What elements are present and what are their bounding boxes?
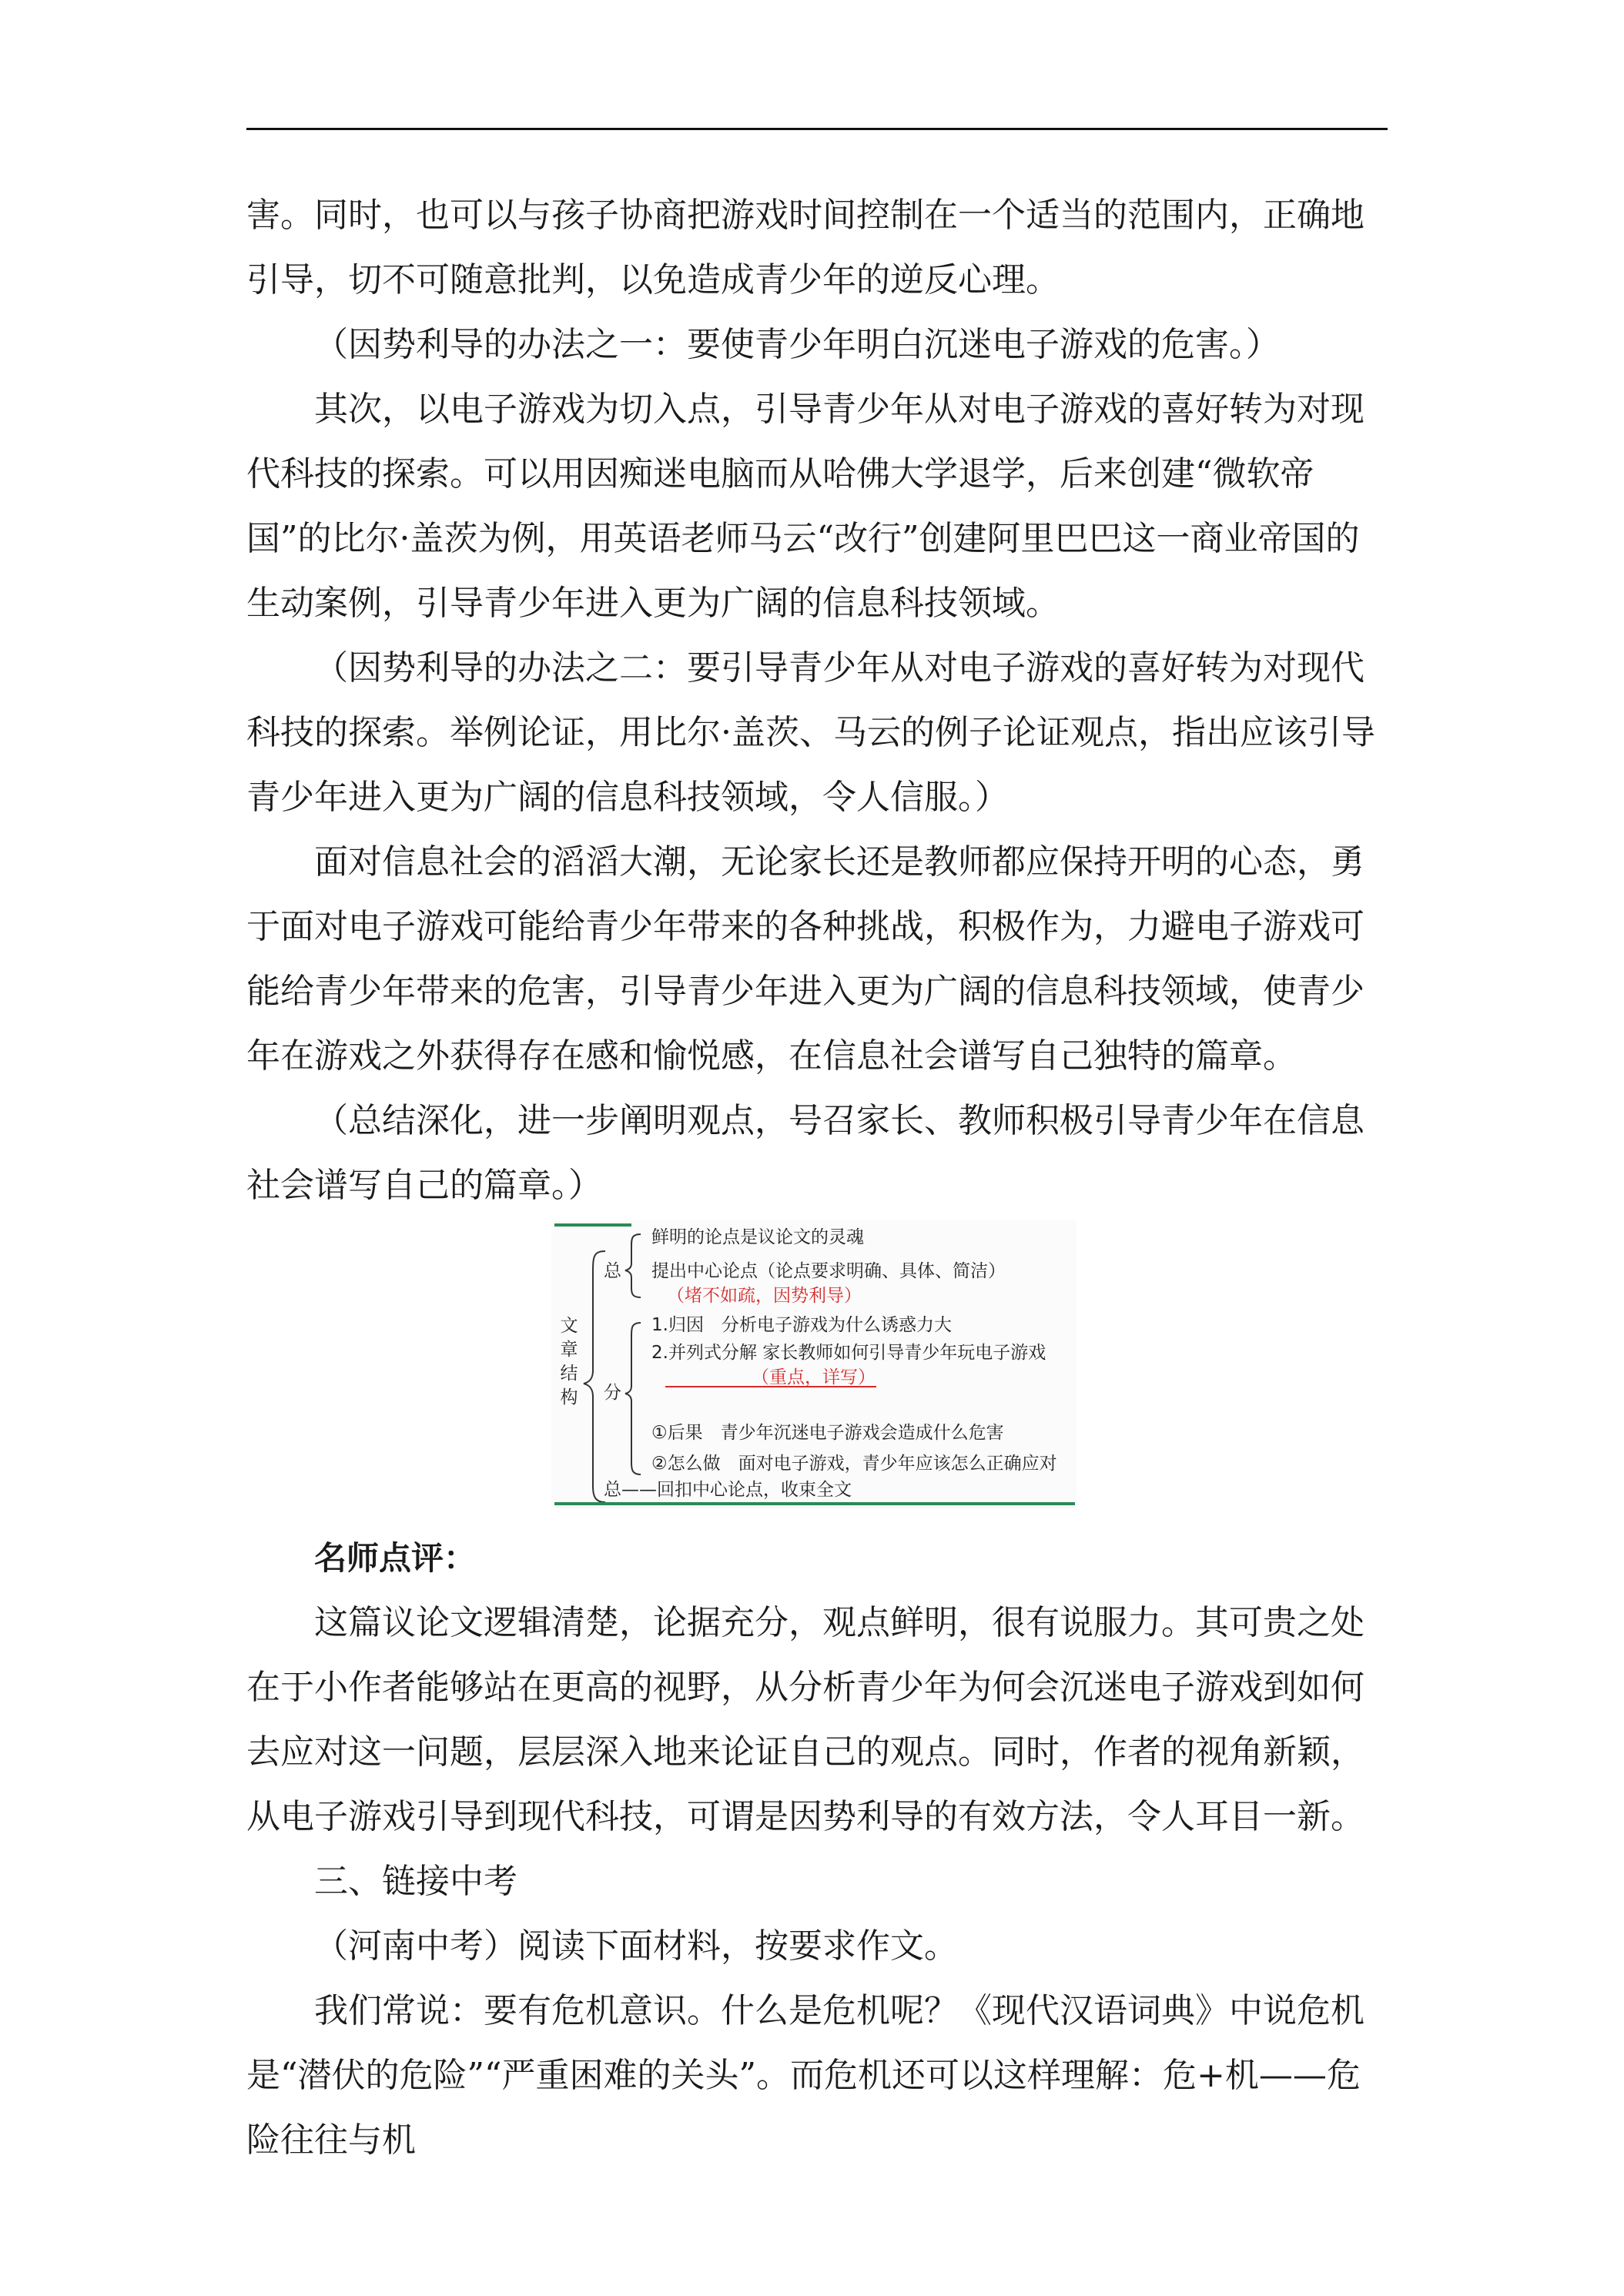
header-rule <box>246 128 1388 130</box>
diagram-bottom-line <box>554 1502 1075 1505</box>
paragraph-1: 害。同时，也可以与孩子协商把游戏时间控制在一个适当的范围内，正确地引导，切不可随意批判，以免造成青少年的逆反心理。 <box>246 196 1364 300</box>
paragraph-6: （总结深化，进一步阐明观点，号召家长、教师积极引导青少年在信息社会谱写自己的篇章。） <box>246 1101 1364 1205</box>
paragraph-3: 其次，以电子游戏为切入点，引导青少年从对电子游戏的喜好转为对现代科技的探索。可以用因痴迷电脑而从哈佛大学退学，后来创建“微软帝国”的比尔·盖茨为例，用英语老师马云“改行”创建阿里巴巴这一商业帝国的生动案例，引导青少年进入更为广阔的信息科技领域。 <box>246 390 1364 623</box>
structure-diagram <box>551 1220 1077 1509</box>
diagram-fen-sub-2: ②怎么做 面对电子游戏，青少年应该怎么正确应对 <box>651 1454 1057 1474</box>
section-heading: 三、链接中考 <box>314 1862 517 1901</box>
diagram-zong-note: （堵不如疏，因势利导） <box>667 1286 862 1306</box>
diagram-fen-note: （重点，详写） <box>752 1367 876 1387</box>
paragraph-5: 面对信息社会的滔滔大潮，无论家长还是教师都应保持开明的心态，勇于面对电子游戏可能给青少年带来的各种挑战，积极作为，力避电子游戏可能给青少年带来的危害，引导青少年进入更为广阔的信息科技领域，使青少年在游戏之外获得存在感和愉悦感，在信息社会谱写自己独特的篇章。 <box>246 842 1364 1076</box>
paragraph-2: （因势利导的办法之一：要使青少年明白沉迷电子游戏的危害。） <box>314 325 1280 364</box>
diagram-root-label: 文章结构 <box>560 1316 578 1407</box>
diagram-zong-item-2: 提出中心论点（论点要求明确、具体、简洁） <box>651 1261 1006 1281</box>
diagram-zong-item-1: 鲜明的论点是议论文的灵魂 <box>651 1227 864 1247</box>
exam-intro: （河南中考）阅读下面材料，按要求作文。 <box>314 1926 958 1966</box>
exam-text: 我们常说：要有危机意识。什么是危机呢？《现代汉语词典》中说危机是“潜伏的危险”“严重困难的关头”。而危机还可以这样理解：危+机——危险往往与机 <box>246 1991 1364 2160</box>
diagram-fen-item-1: 1.归因 分析电子游戏为什么诱惑力大 <box>651 1315 952 1335</box>
diagram-zong-end: 总——回扣中心论点，收束全文 <box>604 1480 852 1500</box>
paragraph-4: （因势利导的办法之二：要引导青少年从对电子游戏的喜好转为对现代科技的探索。举例论证，用比尔·盖茨、马云的例子论证观点，指出应该引导青少年进入更为广阔的信息科技领域，令人信服。） <box>246 648 1375 817</box>
diagram-fen-sub-1: ①后果 青少年沉迷电子游戏会造成什么危害 <box>651 1423 1004 1443</box>
diagram-zong-label: 总 <box>604 1261 621 1281</box>
diagram-fen-label: 分 <box>604 1383 621 1403</box>
comment-text: 这篇议论文逻辑清楚，论据充分，观点鲜明，很有说服力。其可贵之处在于小作者能够站在更高的视野，从分析青少年为何会沉迷电子游戏到如何去应对这一问题，层层深入地来论证自己的观点。同时，作者的视角新颖，从电子游戏引导到现代科技，可谓是因势利导的有效方法，令人耳目一新。 <box>246 1603 1364 1836</box>
comment-title: 名师点评： <box>314 1539 477 1577</box>
diagram-fen-item-2: 2.并列式分解 家长教师如何引导青少年玩电子游戏 <box>651 1343 1046 1363</box>
